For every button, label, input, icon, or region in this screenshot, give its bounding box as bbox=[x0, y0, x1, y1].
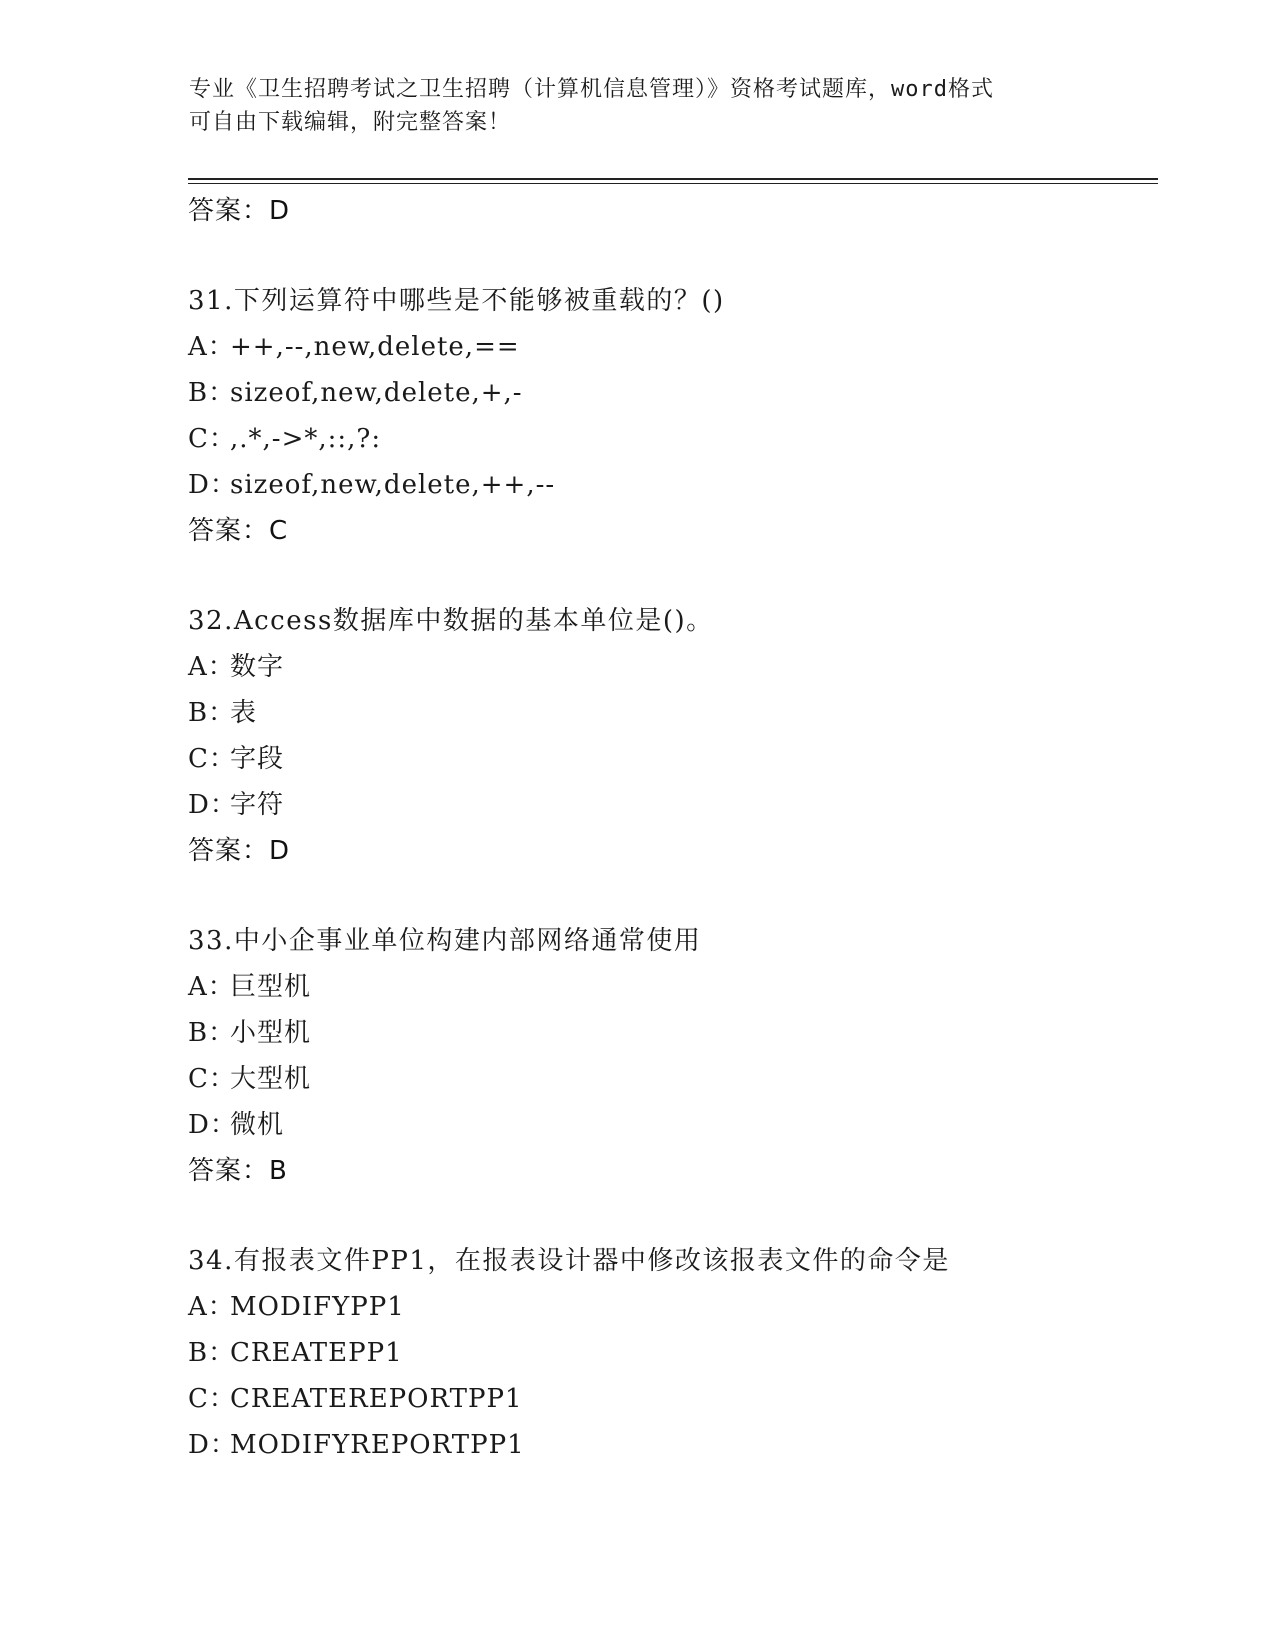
question-title: 32.Access数据库中数据的基本单位是()。 bbox=[188, 606, 714, 636]
option-text: 微机 bbox=[230, 1110, 285, 1140]
option-key: A： bbox=[188, 652, 235, 682]
option-d bbox=[188, 1422, 1168, 1468]
option-text: 数字 bbox=[230, 652, 285, 682]
option-text: sizeof,new,delete,++,-- bbox=[230, 470, 556, 500]
answer-label: 答案：B bbox=[188, 1156, 288, 1186]
option-key: B： bbox=[188, 1018, 236, 1048]
option-c bbox=[188, 416, 1168, 462]
option-key: C： bbox=[188, 1064, 236, 1094]
option-text: 字段 bbox=[230, 744, 285, 774]
option-d bbox=[188, 1102, 1168, 1148]
option-key: D： bbox=[188, 1110, 237, 1140]
question-list bbox=[188, 188, 1168, 1468]
header-line-2: 可自由下载编辑，附完整答案！ bbox=[189, 110, 512, 135]
option-text: 大型机 bbox=[230, 1064, 312, 1094]
option-text: 字符 bbox=[230, 790, 285, 820]
option-key: B： bbox=[188, 1338, 236, 1368]
option-text: ++,--,new,delete,== bbox=[230, 332, 520, 362]
question-block bbox=[188, 278, 1168, 554]
option-d bbox=[188, 462, 1168, 508]
option-key: C： bbox=[188, 424, 236, 454]
header-line-1: 专业《卫生招聘考试之卫生招聘（计算机信息管理）》资格考试题库，word格式 bbox=[189, 77, 994, 102]
option-a bbox=[188, 964, 1168, 1010]
option-c bbox=[188, 1376, 1168, 1422]
question-title: 33.中小企事业单位构建内部网络通常使用 bbox=[188, 926, 702, 956]
option-key: A： bbox=[188, 972, 235, 1002]
option-text: MODIFYREPORTPP1 bbox=[230, 1430, 525, 1460]
option-key: B： bbox=[188, 378, 236, 408]
option-key: B： bbox=[188, 698, 236, 728]
option-b bbox=[188, 1330, 1168, 1376]
option-key: D： bbox=[188, 470, 237, 500]
spacer bbox=[188, 554, 1168, 598]
option-text: CREATEPP1 bbox=[230, 1338, 403, 1368]
option-text: ,.*,->*,::,?: bbox=[230, 424, 382, 454]
option-text: CREATEREPORTPP1 bbox=[230, 1384, 523, 1414]
option-d bbox=[188, 782, 1168, 828]
option-key: A： bbox=[188, 332, 235, 362]
spacer bbox=[188, 1194, 1168, 1238]
option-a bbox=[188, 1284, 1168, 1330]
question-block bbox=[188, 918, 1168, 1194]
document-header bbox=[189, 73, 1089, 139]
option-c bbox=[188, 736, 1168, 782]
option-text: 小型机 bbox=[230, 1018, 312, 1048]
question-block bbox=[188, 1238, 1168, 1468]
question-title: 31.下列运算符中哪些是不能够被重载的？() bbox=[188, 286, 725, 316]
option-b bbox=[188, 690, 1168, 736]
answer-label: 答案：D bbox=[188, 196, 291, 226]
question-title: 34.有报表文件PP1，在报表设计器中修改该报表文件的命令是 bbox=[188, 1246, 950, 1276]
spacer bbox=[188, 874, 1168, 918]
option-key: C： bbox=[188, 744, 236, 774]
option-a bbox=[188, 324, 1168, 370]
option-b bbox=[188, 370, 1168, 416]
answer-label: 答案：C bbox=[188, 516, 289, 546]
option-key: A： bbox=[188, 1292, 235, 1322]
option-c bbox=[188, 1056, 1168, 1102]
option-text: 巨型机 bbox=[230, 972, 312, 1002]
option-text: 表 bbox=[230, 698, 258, 728]
option-b bbox=[188, 1010, 1168, 1056]
answer-label: 答案：D bbox=[188, 836, 291, 866]
spacer bbox=[188, 234, 1168, 278]
option-text: sizeof,new,delete,+,- bbox=[230, 378, 523, 408]
header-divider bbox=[188, 178, 1158, 184]
option-key: D： bbox=[188, 1430, 237, 1460]
option-text: MODIFYPP1 bbox=[230, 1292, 405, 1322]
option-key: C： bbox=[188, 1384, 236, 1414]
option-a bbox=[188, 644, 1168, 690]
option-key: D： bbox=[188, 790, 237, 820]
question-block bbox=[188, 598, 1168, 874]
